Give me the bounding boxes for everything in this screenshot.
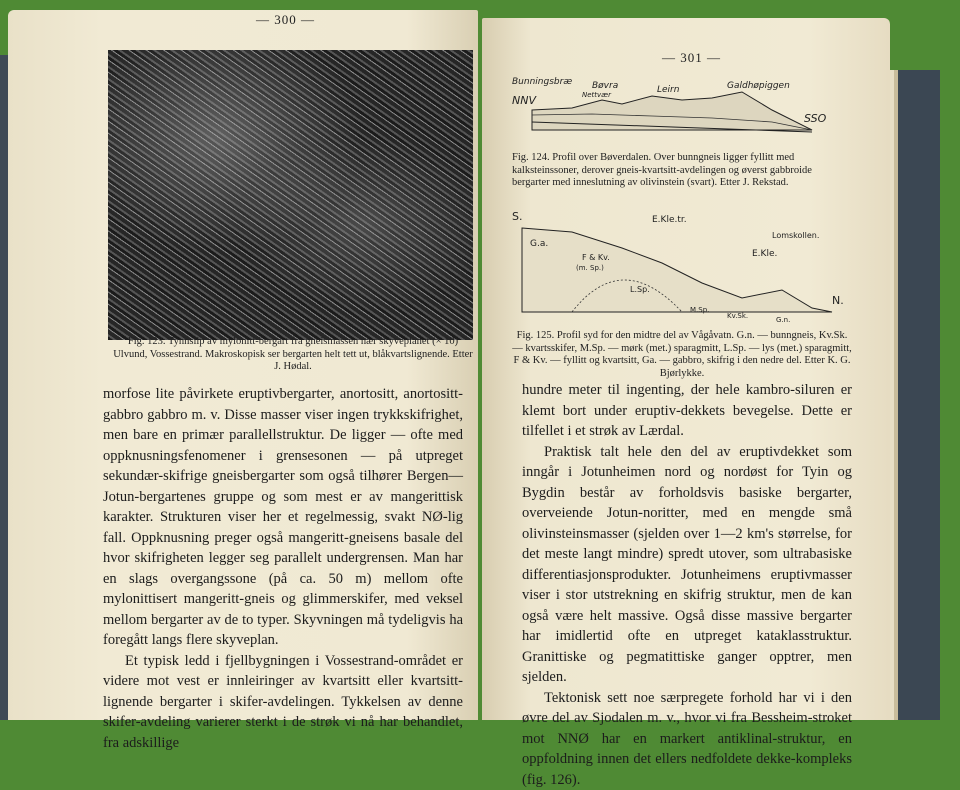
fig125-label: S. — [512, 210, 522, 223]
fig124-label: Bøvra — [592, 81, 618, 91]
paragraph: Praktisk talt hele den del av eruptivdekket som inngår i Jotunheimen nord og nordøst for Tyin og Bygdin består av forholdsvis basiske bergarter, overveiende Jotun-noritter, med en mengde små olivinsteinsmasser (sjelden over 1—2 km's størrelse, for det meste langt mindre) spredt utover, som ultrabasiske differentiasjonsprodukter. Jotunheimens eruptivmasser viser i stor utstrekning en skifrig struktur, men de kan også være helt massive. Også disse massive bergarter har imidlertid ofte en utpreget kataklasstruktur. Granittiske og pegmatittiske ganger opptrer, men sjelden. — [522, 442, 852, 688]
fig124-label: Nettvær — [582, 91, 612, 99]
paragraph: hundre meter til ingenting, der hele kambro-siluren er klemt bort under eruptiv-dekkets bevegelse. Dette er tilfellet i et strøk av Lærdal. — [522, 380, 852, 442]
fig125-label: Kv.Sk. — [727, 312, 748, 320]
fig125-label: G.n. — [776, 316, 790, 324]
fig125-label: M.Sp. — [690, 306, 709, 314]
fig125-label: F & Kv. — [582, 253, 610, 262]
fig124-label: NNV — [512, 94, 537, 107]
fig125-label: E.Kle.tr. — [652, 215, 687, 225]
right-page — [482, 18, 890, 720]
fig125-label: Lomskollen. — [772, 231, 819, 240]
figure-caption: Fig. 125. Profil syd for den midtre del av Vågåvatn. G.n. — bunngneis, Kv.Sk. — kvartsskifer, M.Sp. — mørk (met.) sparagmitt, L.Sp. — lys (met.) sparagmitt, F & Kv. — fyllitt og kvartsitt, Ga. — gabbro, skifrig i den nedre del. Etter K. G. Bjørlykke. — [512, 330, 852, 380]
fig125-label: L.Sp. — [630, 285, 650, 294]
fig124-label: Bunningsbræ — [512, 77, 572, 87]
fig125-label: (m. Sp.) — [576, 264, 604, 272]
page-number: — 300 — — [256, 12, 315, 28]
fig124-label: SSO — [804, 112, 827, 125]
profile-figure-124 — [512, 70, 842, 150]
fig125-label: N. — [832, 294, 844, 307]
left-page — [8, 10, 478, 720]
profile-figure-125 — [512, 208, 852, 328]
figure-caption: Fig. 124. Profil over Bøverdalen. Over bunngneis ligger fyllitt med kalksteinssoner, derover gneis-kvartsitt-avdelingen og øverst gabbroide bergarter med inneslutning av olivinstein (svart). Etter J. Rekstad. — [512, 152, 852, 190]
fig124-label: Leirn — [657, 85, 680, 95]
fig125-label: E.Kle. — [752, 249, 777, 259]
fig124-label: Galdhøpiggen — [727, 81, 790, 91]
figure-caption: Fig. 123. Tynnslip av mylonitt-bergart fra gneismassen nær skyveplanet (× 10) Ulvund, Vossestrand. Makroskopisk ser bergarten helt tett ut, blåkvartslignende. Etter J. Hødal. — [113, 336, 473, 374]
paragraph: Tektonisk sett noe særpregete forhold har vi i den øvre del av Sjodalen m. v., hvor vi fra Bessheim-stroket mot NNØ har en markert antiklinal-struktur, en oppfoldning innen det ellers nedfoldete dekke-kompleks (fig. 126). — [522, 688, 852, 790]
fig125-label: G.a. — [530, 239, 548, 249]
page-number: — 301 — — [662, 50, 721, 66]
body-text — [103, 384, 463, 753]
paragraph: Et typisk ledd i fjellbygningen i Vossestrand-området er videre mot vest er innleiringer av kvartsitt eller kvartsitt-lignende bergarter i skifer-avdelingen. Tykkelsen av denne skifer-avdeling varierer sterkt i de strøk vi nå har behandlet, fra adskillige — [103, 651, 463, 754]
paragraph: morfose lite påvirkete eruptivbergarter, anortositt, anortositt-gabbro gabbro m. v. Disse masser viser ingen trykkskifrighet, men bare en primær parallellstruktur. De ligger — ofte med oppknusningsfenomener i grensesonen — på utpreget sekundær-skifrige gneisbergarter som også tilhører Bergen—Jotun-bergartenes gruppe og som mest er av mangerittisk karakter. Strukturen viser her et regelmessig, svakt NØ-lig fall. Oppknusning preger også mangeritt-gneisens basale del hvor skifrigheten legger seg parallelt undergrensen. Man har en slags overgangssone (på ca. 50 m) mellom ofte mylonittisert mangeritt-gneis og glimmerskifer, med veksel mellom bergarter av de to typer. Skyvningen må tydeligvis ha foregått langs flere skyveplan. — [103, 384, 463, 651]
body-text — [522, 380, 852, 790]
thin-section-photo — [108, 50, 473, 340]
